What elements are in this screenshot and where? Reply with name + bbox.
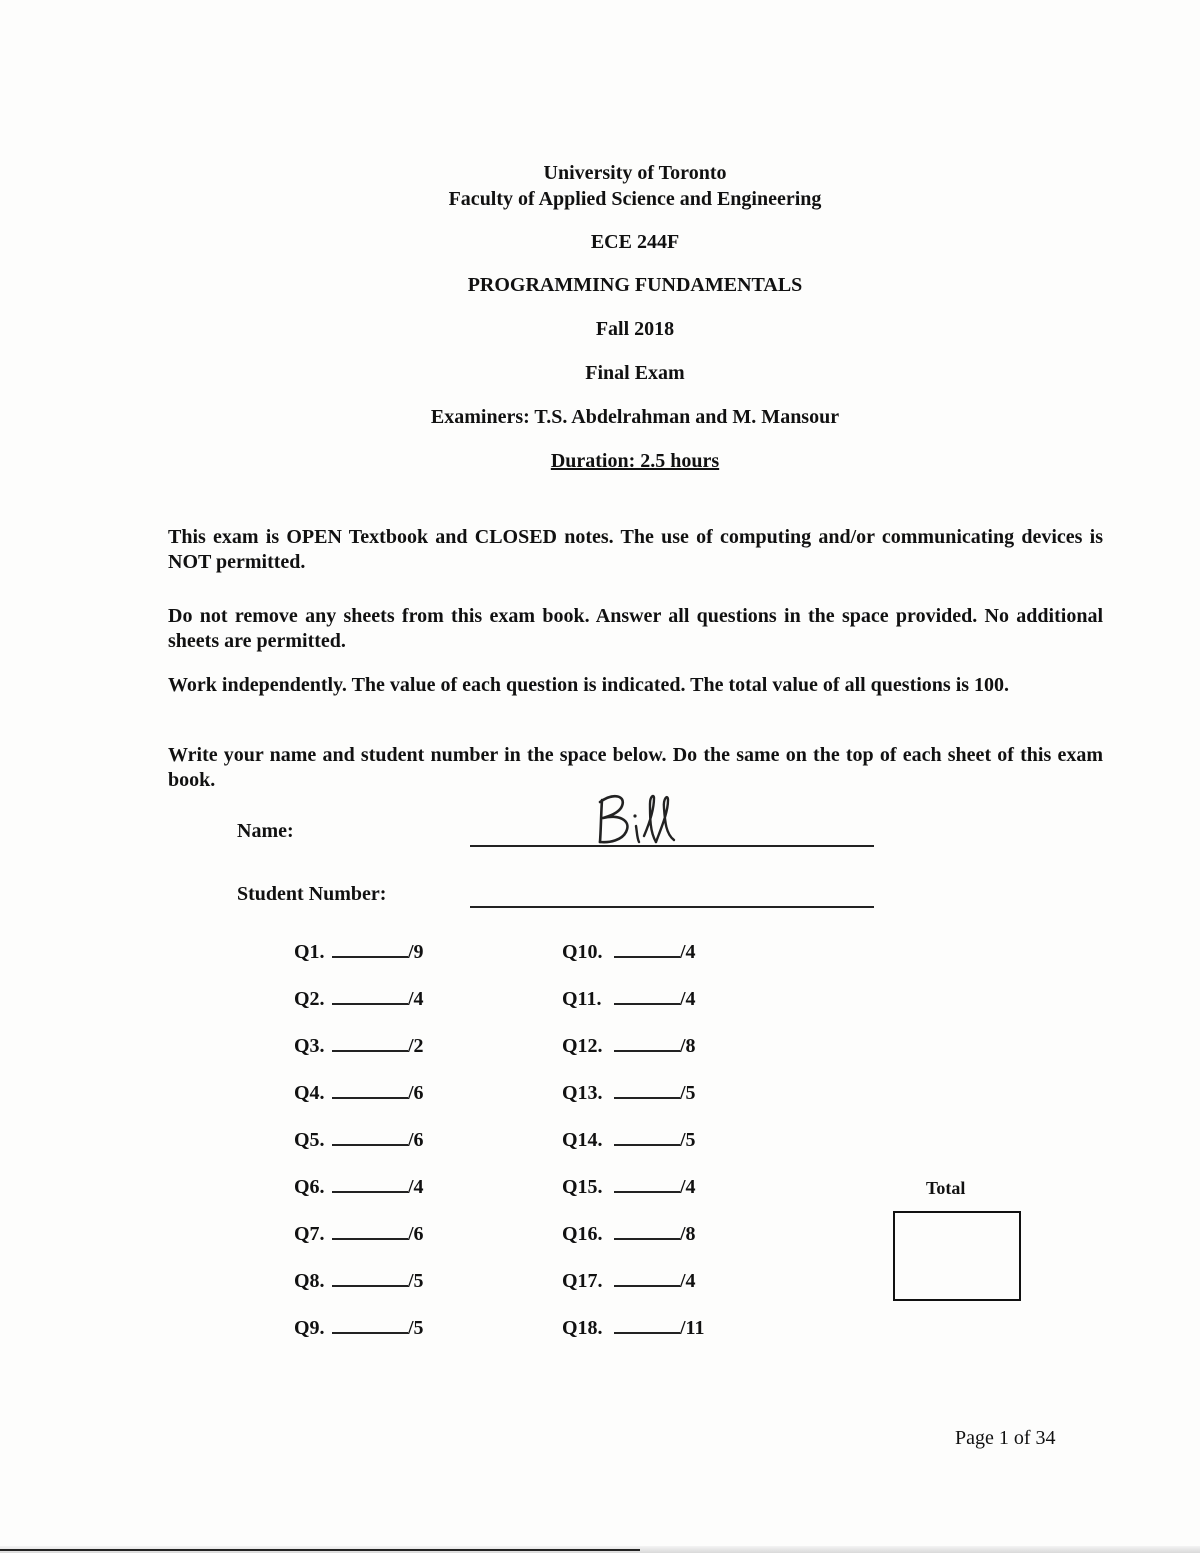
- score-q18[interactable]: Q18. /11: [562, 1314, 704, 1340]
- score-q2[interactable]: Q2. /4: [294, 985, 424, 1011]
- faculty-name: Faculty of Applied Science and Engineering: [448, 188, 822, 210]
- university-name: University of Toronto: [543, 162, 727, 184]
- instruction-name: Write your name and student number in the space below. Do the same on the top of each sheet of this exam book.: [168, 744, 1103, 791]
- total-label: Total: [926, 1178, 966, 1198]
- page-number: Page 1 of 34: [955, 1427, 1056, 1449]
- instruction-independent: Work independently. The value of each question is indicated. The total value of all questions is 100.: [168, 674, 1010, 696]
- handwritten-name: [592, 786, 712, 848]
- score-q1[interactable]: Q1. /9: [294, 938, 424, 964]
- score-q9[interactable]: Q9. /5: [294, 1314, 424, 1340]
- instruction-open-book: This exam is OPEN Textbook and CLOSED notes. The use of computing and/or communicating devices is NOT permitted.: [168, 526, 1103, 573]
- score-q14[interactable]: Q14. /5: [562, 1126, 696, 1152]
- score-q11[interactable]: Q11. /4: [562, 985, 696, 1011]
- score-q3[interactable]: Q3. /2: [294, 1032, 424, 1058]
- scan-edge-line: [0, 1549, 640, 1551]
- score-q16[interactable]: Q16. /8: [562, 1220, 696, 1246]
- score-q17[interactable]: Q17. /4: [562, 1267, 696, 1293]
- total-box[interactable]: [893, 1211, 1021, 1301]
- exam-term: Fall 2018: [595, 318, 675, 340]
- instruction-sheets: Do not remove any sheets from this exam book. Answer all questions in the space provided. No additional sheets are permitted.: [168, 605, 1103, 652]
- exam-duration: Duration: 2.5 hours: [550, 450, 720, 472]
- exam-type: Final Exam: [585, 362, 685, 384]
- score-q5[interactable]: Q5. /6: [294, 1126, 424, 1152]
- student-number-field[interactable]: [470, 906, 874, 908]
- student-number-label: Student Number:: [237, 883, 387, 905]
- examiners: Examiners: T.S. Abdelrahman and M. Mansour: [430, 406, 840, 428]
- score-q13[interactable]: Q13. /5: [562, 1079, 696, 1105]
- score-q4[interactable]: Q4. /6: [294, 1079, 424, 1105]
- score-q7[interactable]: Q7. /6: [294, 1220, 424, 1246]
- score-q6[interactable]: Q6. /4: [294, 1173, 424, 1199]
- score-q8[interactable]: Q8. /5: [294, 1267, 424, 1293]
- score-q15[interactable]: Q15. /4: [562, 1173, 696, 1199]
- score-q12[interactable]: Q12. /8: [562, 1032, 696, 1058]
- name-label: Name:: [237, 820, 294, 842]
- course-title: PROGRAMMING FUNDAMENTALS: [467, 274, 803, 296]
- course-code: ECE 244F: [590, 231, 680, 253]
- score-q10[interactable]: Q10. /4: [562, 938, 696, 964]
